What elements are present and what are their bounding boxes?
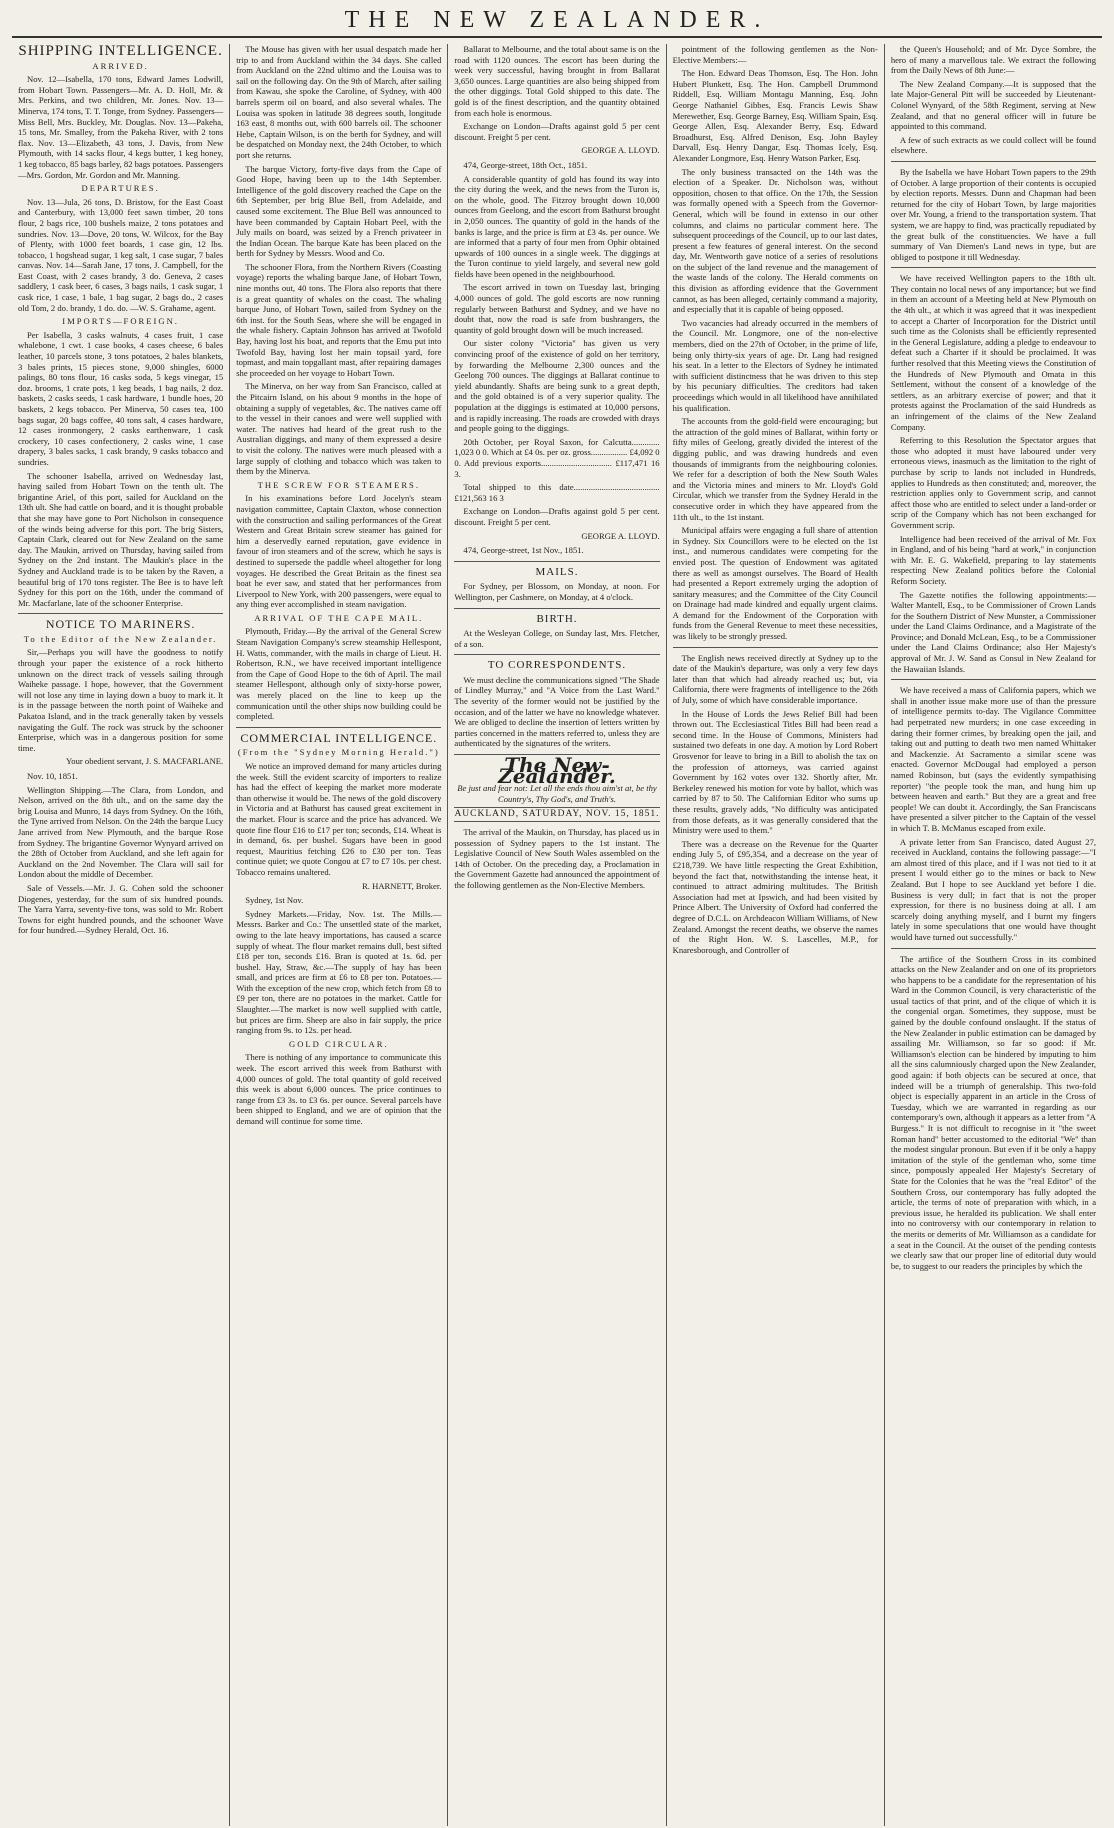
divider — [891, 948, 1096, 949]
sale-of-vessels: Sale of Vessels.—Mr. J. G. Cohen sold the schooner Diogenes, yesterday, for the sum of six hundred pounds. The Yarra Yarra, seventy-five tons, was sold to Mr. Robert Towns for eight hundred pounds, and the schooner Wave for four hundred.—Sydney Herald, Oct. 16. — [18, 882, 224, 936]
arrived-list: Nov. 12—Isabella, 170 tons, Edward James Lodwill, from Hobart Town. Passengers—Mr. A. D. Holl, Mr. & Mrs. Perkins, and two children, Mr. Jones. Nov. 13—Minerva, 174 tons, T. T. Tonge, from Sydney. Passengers—Miss Bell, Mrs. Buckley, Mr. Douglas. Nov. 13—Pakeha, 15 tons, Mr. Smalley, from the Pakeha River, with 2 tons flax. Nov. 13—Elizabeth, 43 tons, J. Davis, from New Plymouth, with 14 sacks flour, 4 kegs butter, 1 keg honey, 1 keg tobacco, 85 bags barley, 82 bags potatoes. Passengers—Mrs. Gordon, Mr. Gordon and Mr. Manning. — [18, 74, 224, 180]
masthead: THE NEW ZEALANDER. — [12, 6, 1102, 38]
paper-dateline: AUCKLAND, SATURDAY, NOV. 15, 1851. — [454, 807, 659, 822]
escort-text: The escort arrived in town on Tuesday last, bringing 4,000 ounces of gold. The gold escorts are now running regularly between Bathurst and Sydney, and we have no doubt that, now the road is safe from bushrangers, the quantity of gold brought down will be much increased. — [454, 282, 660, 335]
vacancies-text: Two vacancies had already occurred in the members of the Council. Mr. Longmore, one of the non-elective members, died on the 27th of October, in the prime of life, being only thirty-six years of age. Dr. Lang had resigned his seat. In a letter to the Electors of Sydney he intimated with sufficient distinctness that he was driven to this step by his pecuniary difficulties. The creditors had taken proceedings which would in all likelihood have annihilated his qualification. — [672, 317, 878, 413]
totals-sign: GEORGE A. LLOYD. — [581, 530, 660, 541]
gold-circular-heading: GOLD CIRCULAR. — [288, 1038, 389, 1049]
gold-field-text: The accounts from the gold-field were encouraging; but the attraction of the gold mines of Ballarat, within forty or fifty miles of Geelong, greatly divided the interest of the digging public, and was drawing hundreds and even thousands of immigrants from the neighbouring colonies. We refer for a description of both the New South Wales and the Victoria mines and miners to Mr. Lloyd's Gold Circular, which we transfer from the Sydney Herald in the consecutive order in which they have appeared from the 11th ult., to the 1st instant. — [672, 416, 878, 522]
english-news-text: The English news received directly at Sydney up to the date of the Maukin's departure, was only a very few days later than that which had already reached us; but, via California, there were fragments of intelligence to the 26th of July, some of which have considerable importance. — [672, 652, 878, 706]
extracts-text: A few of such extracts as we could collect will be found elsewhere. — [890, 134, 1097, 156]
mouse-text: The Mouse has given with her usual despatch made her trip to and from Auckland within the 34 days. She called from Auckland on the 22nd ultimo and the Louisa was to sail on the following day. On the 9th of March, after sailing from Kawau, she spoke the Caroline, of Sydney, with 400 barrels sperm oil on board, and also several whales. The Louisa was spoken in latitude 38 degrees south, longitude 163 east, 8 months out, with 600 barrels oil. The schooner Hebe, Captain Wilson, is on the berth for Sydney, and will be despatched on Monday next, the 24th October, to which port she returns. — [236, 44, 442, 160]
california-text: We have received a mass of California papers, which we shall in another issue make more use of than the pressure of intelligence permits to-day. The Vigilance Committee had perpetrated new murders; in one case exceeding in daring their former crimes, by breaking open the jail, and taking out and putting to death two men named Whittaker and Mackenzie. At Sacramento a similar scene was enacted. Governor McDougal had employed a person named Robinson, but (says the evidently sympathising reporter) "the people took the man, and hung him up between heaven and earth." But they are a great and free people! We can doubt it. Accordingly, the San Franciscans have presented a silver pitcher to the Captain of the vessel in which T. B. McManus escaped from exile. — [890, 685, 1097, 833]
notice-to: To the Editor of the New Zealander. — [23, 633, 218, 644]
notice-heading: NOTICE TO MARINERS. — [45, 617, 196, 632]
departures-label: DEPARTURES. — [81, 183, 160, 194]
divider — [673, 647, 878, 648]
gold-circular-text: There is nothing of any importance to communicate this week. The escort arrived this week from Bathurst with 4,000 ounces of gold. The total quantity of gold received this week is about 6,000 ounces. The price continues to range from £3 3s. to £3 6s. per ounce. Several parcels have been shipped to England, and we are of opinion that the demand will continue for some time. — [236, 1052, 442, 1126]
column-5 — [885, 44, 1102, 1826]
commercial-source: (From the "Sydney Morning Herald.") — [237, 747, 440, 758]
municipal-text: Municipal affairs were engaging a full share of attention in Sydney. Six Councillors were to be elected on the 1st inst., and numerous candidates were competing for the envied post. The question of Endowment was agitated there as well as amongst ourselves. The Board of Health had presented a Report extremely urging the adoption of sanitary measures; and the Committee of the City Council on Drainage had made kindred and equally urgent claims. A demand for the Endowment of the Corporation with funds from the General Revenue to meet these necessities, was likely to be strongly pressed. — [672, 525, 878, 642]
mails-heading: MAILS. — [535, 565, 579, 578]
column-4 — [667, 44, 885, 1826]
correspondents-heading: TO CORRESPONDENTS. — [487, 659, 627, 672]
revenue-text: There was a decrease on the Revenue for the Quarter ending July 5, of £95,354, and a decrease on the year of £218,739. We have little respecting the Great Exhibition, beyond the fact that, notwithstanding the intense heat, it continued to attract admiring multitudes. The British Association had met at Ipswich, and had been visited by Prince Albert. The University of Oxford had conferred the degree of D.C.L. on Archdeacon William Williams, of New Zealand. Amongst the recent deaths, we observe the names of the Right Hon. W. S. Lascelles, M.P., for Knaresborough, and Controller of — [672, 838, 878, 955]
imports-list: Per Isabella, 3 casks walnuts, 4 cases fruit, 1 case whalebone, 1 cwt. 1 case books, 4 cases cheese, 6 bales leather, 10 parcels stone, 3 tons potatoes, 2 bales blankets, 3 bales prints, 15 pieces stone, 9,000 shingles, 6000 palings, 80 tons flour, 16 casks soda, 5 kegs vinegar, 15 doz. brooms, 1 crate pots, 1 keg beads, 1 bag nails, 2 doz. baskets, 2 casks seeds, 1 cask hardware, 1 bundle hoes, 20 baskets, 2 kegs tobacco. Per Minerva, 50 cases tea, 100 bags sugar, 20 bags coffee, 40 tons salt, 4 cases hardware, 12 cases ironmongery, 2 casks earthenware, 1 cask crockery, 10 cases confectionery, 2 casks wine, 1 case drapery, 3 bales sacks, 1 cask brandy, 9 casks tobacco and sundries. — [18, 329, 224, 467]
screw-text: In his examinations before Lord Jocelyn's steam navigation committee, Captain Claxton, whose connection with the construction and sailing performances of the Great Western and Great Britain screw steamer has gained for him a deservedly earned reputation, gave evidence in favour of iron steamers and of the screw, which he says is destined to supersede the paddle wheel altogether for long voyages. He described the Great Britain as the finest sea boat he ever saw, and stated that her performances from Liverpool to New York, with 200 passengers, were equal to any thing ever accomplished in steam navigation. — [236, 493, 442, 610]
exchange-address: 474, George-street, 18th Oct., 1851. — [463, 159, 588, 170]
column-3 — [448, 44, 666, 1826]
shipping-heading: SHIPPING INTELLIGENCE. — [18, 44, 223, 59]
cape-heading: ARRIVAL OF THE CAPE MAIL. — [254, 612, 424, 623]
queens-household-text: the Queen's Household; and of Mr. Dyce Sombre, the hero of many a marvellous tale. We extract the following from the Daily News of 8th June:— — [890, 44, 1097, 76]
totals-text: 20th October, per Royal Saxon, for Calcutta............. 1,023 0 0. Which at £4 0s. per oz. gross................. £4,092 0 0. Add previous exports................................. £117,471 16 3. — [454, 436, 660, 479]
paper-motto: Be just and fear not: Let all the ends thou aim'st at, be thy Country's, Thy God's, and Truth's. — [457, 783, 657, 804]
isabella-papers-text: By the Isabella we have Hobart Town papers to the 29th of October. A large proportion of their contents is occupied by election reports. Messrs. Dunn and Chapman had been returned for the city of Hobart Town, by large majorities over Mr. Young, a friend to the transportation system. That system, we are happy to find, was practically repudiated by the great bulk of the constituencies. We have a full summary of Van Diemen's Land news in type, but are obliged to postpone it till Wednesday. — [890, 166, 1097, 262]
arrived-label: ARRIVED. — [92, 60, 149, 71]
spectator-text: Referring to this Resolution the Spectator argues that those who adopted it must have laboured under very erroneous views, inasmuch as the limitation to the right of purchase by scrip to lands not included in Hundreds, applies to Hundreds as then constituted; and, moreover, the restriction applies only to Government scrip, and cannot affect those who are entitled to select under a land-order or scrip of the Company which has not been exchanged for Government scrip. — [890, 435, 1097, 530]
lords-text: In the House of Lords the Jews Relief Bill had been thrown out. The Ecclesiastical Titles Bill had been read a second time. In the House of Commons, Ministers had sustained two defeats in one day. A motion by Lord Robert Grosvenor for leave to bring in a Bill to abolish the tax on the profession of attorneys, was carried against Government by 162 votes over 132. Shortly after, Mr. Berkeley renewed his motion for vote by ballot, which was carried by 87 to 50. The Californian Editor who sums up these results, gravely adds, "No difficulty was anticipated from those defeats, as it was generally considered that the Ministry were used to them." — [672, 708, 878, 836]
divider — [454, 608, 659, 609]
divider — [891, 679, 1096, 680]
schooner-text: The schooner Flora, from the Northern Rivers (Coasting voyage) reports the whaling barque Jane, of Hobart Town, nine months out, 40 tons. The Flora also reports that there is a great quantity of whales on the coast. The whaling barque Juno, of Hobart Town, sailed from Sydney on the 6th inst. for the South Seas, where she will be engaged in the whale fishery. Captain Johnson has arrived at Twofold Bay, having lost his boat, and reports that the Emu put into Twofold Bay, having lost her main topsail yard, fore topmast, and main topgallant mast, after repairing damages she proceeded on her voyage to Hobart Town. — [236, 261, 442, 378]
birth-text: At the Wesleyan College, on Sunday last, Mrs. Fletcher, of a son. — [454, 628, 660, 649]
divider — [454, 561, 659, 562]
divider — [454, 654, 659, 655]
notice-sign: Your obedient servant, J. S. MACFARLANE. — [65, 756, 224, 767]
council-text: The only business transacted on the 14th was the election of a Speaker. Dr. Nicholson was, without opposition, chosen to that office. On the 17th, the Session was formally opened with a Speech from the Governor-General, which will be found in extenso in our other columns, and claims no particular comment here. The subsequent proceedings of the Council, up to our last dates, present a few features of general interest. On the second day, Mr. Wentworth gave notice of a series of resolutions on the subject of the land revenue and the management of the waste lands of the colony. The Herald comments on this division as affording evidence that the Government cannot, as has been alleged, certainly command a majority, and especially that it is capable of being opposed. — [672, 166, 878, 315]
private-letter-text: A private letter from San Francisco, dated August 27, received in Auckland, contains the following passage:—"I am almost tired of this place, and if I was not tied to it at present I would either go to the mines or back to New Zealand. But I hope to see Auckland yet before I die. Business is very dull; in fact that is not the proper expression, for there is no business doing at all. I am scarcely doing anything myself, and I burnt my fingers lately in some speculations that one would have thought would have turned out successfully." — [890, 836, 1097, 942]
wellington-papers-text: We have received Wellington papers to the 18th ult. They contain no local news of any importance; but we find in them an account of a Meeting held at New Plymouth on the 4th ult., at which it was agreed that it was inexpedient to accept a Charter of Incorporation for the District until such time as the Colonists shall be efficiently represented in the General Legislature, adding a pledge to endeavour to defeat such a Charter if it should be proclaimed. It was further resolved that this Meeting views the Constitution of the Hundreds of New Plymouth and Omata in this Settlement, without the consent of a knowledge of the settlers, as an arbitrary exercise of power; and that it protests against the Proclamation of the said Hundreds as an infringement of the claims of the New Zealand Company. — [890, 273, 1097, 432]
commercial-heading: COMMERCIAL INTELLIGENCE. — [240, 730, 438, 745]
divider — [891, 267, 1096, 268]
wellington-shipping: Wellington Shipping.—The Clara, from London, and Nelson, arrived on the 8th ult., and on the same day the brig Louisa and Munro, 14 days from Sydney. On the 16th, the Tyne arrived from Nelson. On the 24th the barque Lucy Jane arrived from New Plymouth, and the barque Rose from Sydney. The brigantine Governor Wynyard arrived on the 28th of October from Auckland, and she left again for Auckland on the 2nd November. The Clara will sail for London about the middle of December. — [18, 784, 224, 880]
commercial-date: Sydney, 1st Nov. — [245, 895, 304, 906]
leader-text: The arrival of the Maukin, on Thursday, has placed us in possession of Sydney papers to the 1st instant. The Legislative Council of New South Wales assembled on the 14th of October. On the preceding day, a Proclamation in the Government Gazette had announced the appointment of the following gentlemen as the Non-Elective Members. — [454, 827, 660, 890]
totals-address: 474, George-street, 1st Nov., 1851. — [463, 545, 584, 556]
divider — [891, 161, 1096, 162]
notice-date: Nov. 10, 1851. — [27, 771, 78, 781]
columns — [12, 44, 1102, 1826]
diggings-text: A considerable quantity of gold has found its way into the city during the week, and the news from the Turon is, on the whole, good. The Fitzroy brought down 10,000 ounces from Geelong, and the escort from Bathurst brought in 2,050 ounces. The quantity of gold in the hands of the banks is large, and the price is firm at £3 4s. per ounce. We are informed that a party of four men from Ophir obtained upwards of 100 ounces in a single week. The diggings at the Turon continue to yield largely, and several new gold fields have been opened in the neighbourhood. — [454, 173, 660, 279]
screw-heading: THE SCREW FOR STEAMERS. — [257, 479, 420, 490]
notice-text: Sir,—Perhaps you will have the goodness to notify through your paper the existence of a rock hitherto unknown on the direct track of vessels sailing through Waiheke passage. I hope, however, that the Government will not lose any time in laying down a buoy to mark it. It is in the passage between the north point of Waiheke and Pakatoa Island, and in the track generally taken by vessels navigating the Gulf. The rock was struck by the schooner Enterprise, which was in a dangerous position for some time. — [18, 647, 224, 753]
divider — [236, 727, 441, 728]
minerva-text: The Minerva, on her way from San Francisco, called at the Pitcairn Island, on his about 9 months in the hope of obtaining a supply of vegetables, &c. The natives came off to the vessel in their canoes and were well supplied with water. The natives had heard of the great rush to the Australian diggings, and many of them expressed a desire to visit the colony. The natives were much pleased with a large supply of clothing and tobacco which was taken to them by the Minerva. — [236, 381, 442, 477]
gazette-text: The Gazette notifies the following appointments:—Walter Mantell, Esq., to be Commissioner of Crown Lands for the Southern District of New Munster, a Commissioner under the Land Claims Ordinance, and a Magistrate of the Province; and Donald McLean, Esq., to be a Commissioner under the Land Claims Ordinance; also Her Majesty's approval of Mr. J. W. Sand as Consul in New Zealand for the Hawaiian Islands. — [890, 589, 1097, 674]
departures-list: Nov. 13—Jula, 26 tons, D. Bristow, for the East Coast and Canterbury, with 13,000 feet sawn timber, 20 tons flour, 2 bags rice, 100 bushels maize, 2 tons potatoes and sundries. Nov. 13—Dove, 20 tons, W. Wilcox, for the Bay of Plenty, with 1000 feet boards, 1 case gin, 12 lbs. tobacco, 1 hogshead sugar, 1 keg salt, 1 case sugar, 7 bales canvas. Nov. 14—Sarah Jane, 17 tons, J. Campbell, for the East Coast, with 2 cases brandy, 3 do. Geneva, 2 cases saddlery, 1 cask beer, 6 cases, 3 bags nails, 1 cask sugar, 1 cask rice, 1 case, 1 bale, 1 bag sugar, 2 bags do., 2 cases old Tom, 2 do. brandy, 1 do. do. —W. S. Grahame, agent. — [18, 196, 224, 313]
totals-exchange: Exchange on London—Drafts against gold 5 per cent. discount. Freight 5 per cent. — [454, 506, 660, 527]
victoria-text: Our sister colony "Victoria" has given us very convincing proof of the existence of gold on her territory, by forwarding the Melbourne 2,300 ounces and the Geelong 700 ounces. The diggings at Ballarat continue to yield abundantly. Shafts are being sunk to a great depth, and the gold obtained is of a very superior quality. The population at the diggings is estimated at 10,000 persons, and is rapidly increasing. The roads are crowded with drays and people going to the diggings. — [454, 338, 660, 434]
ballarat-text: Ballarat to Melbourne, and the total about same is on the road with 1120 ounces. The escort has been during the week very successful, having brought in from Ballarat 3,650 ounces. Large quantities are also being shipped from the other diggings. Total Gold shipped to this date. The gold is of the finest description, and the quantity obtained from each hole is enormous. — [454, 44, 660, 118]
victory-text: The barque Victory, forty-five days from the Cape of Good Hope, having been up to the 14th September. Intelligence of the gold discovery reached the Cape on the 6th September, per brig Blue Bell, from Adelaide, and caused some excitement. The Blue Bell was announced to have been commanded by Captain Hobart Peel, with the July mails on board, was seized by a French privateer in the Indian Ocean. The barque Kate has been placed on the berth for Sydney by Messrs. Wood and Co. — [236, 163, 442, 259]
exchange-sign: GEORGE A. LLOYD. — [581, 145, 660, 156]
commercial-text: We notice an improved demand for many articles during the week. Still the evident scarcity of importers to realize has had the effect of keeping the market more moderate than otherwise it would be. The news of the gold discovery in Victoria and at Bathurst has caused great excitement in the market. Flour is scarce and the price has advanced. We quote fine flour £16 to £17 per ton; seconds, £14. Wheat is in demand, 6s. per bushel. Sugars have been in good request, Mauritius fetching £26 to £30 per ton. Teas continue quiet; we quote Congou at £7 to £7 10s. per chest. Tobacco remains unaltered. — [236, 761, 442, 877]
members-list: The Hon. Edward Deas Thomson, Esq. The Hon. John Hubert Plunkett, Esq. The Hon. Campbell Drummond Riddell, Esq. William Montagu Manning, Esq. John George Nathaniel Gibbes, Esq. Francis Lewis Shaw Merewether, Esq. George Barney, Esq. William Spain, Esq. George Allen, Esq. Alexander Berry, Esq. Edward Broadhurst, Esq. Alfred Denison, Esq. John Bayley Darvall, Esq. Henry Dangar, Esq. Thomas Icely, Esq. Alexander Longmore, Esq. Henry Watson Parker, Esq. — [672, 68, 878, 163]
imports-label: IMPORTS—FOREIGN. — [62, 316, 179, 327]
paper-title: The New-Zealander. — [498, 753, 616, 788]
column-1 — [12, 44, 230, 1826]
fox-text: Intelligence had been received of the arrival of Mr. Fox in England, and of his being "hard at work," in conjunction with Mr. E. G. Wakefield, preparing to lay statements respecting New Zealand politics before the Colonial Reform Society. — [890, 533, 1097, 586]
mails-text: For Sydney, per Blossom, on Monday, at noon. For Wellington, per Cashmere, on Monday, at 4 o'clock. — [454, 581, 660, 602]
markets-text: Sydney Markets.—Friday, Nov. 1st. The Mills.—Messrs. Barker and Co.: The unsettled state of the market, owing to the late heavy importations, has caused a scarce supply of wheat. The flour market remains dull, best sifted £18 per ton, seconds £16. Bran is quoted at 1s. 6d. per bushel. Hay, Straw, &c.—The supply of hay has been small, and prices are firm at £6 to £8 per ton. Potatoes.—With the exception of the new crop, which fetch from £8 to £9 per ton, there are no potatoes in the market. Cattle for Slaughter.—The market is now well supplied with cattle, but prices are firm. Sheep are also in fair supply, the price ranging from 9s. to 12s. per head. — [236, 908, 442, 1036]
totals-total: Total shipped to this date........................................ £121,563 16 3 — [454, 482, 660, 503]
divider — [18, 613, 223, 614]
column-2 — [230, 44, 448, 1826]
birth-heading: BIRTH. — [536, 612, 578, 625]
arrivals-text: The schooner Isabella, arrived on Wednesday last, having sailed from Hobart Town on the tenth ult. The brigantine Ariel, of this port, sailed for Auckland on the 13th ult. She had cattle on board, and it is thought probable that she may have gone to Port Nicholson in consequence of the winds being adverse for this port. The brig Sisters, Captain Clark, cleared out for New Zealand on the same day. The Maukin, arrived on Thursday, having sailed from Sydney on the 2nd instant. The Maukin's place in the Sydney and Auckland trade is to be taken by the Raven, a beautiful brig of 170 tons register. The Bee is to have left Sydney for this port on the 16th, under the command of Mr. Macfarlane, late of the schooner Enterprise. — [18, 470, 224, 608]
members-intro: pointment of the following gentlemen as the Non-Elective Members:— — [672, 44, 878, 65]
correspondents-text: We must decline the communications signed "The Shade of Lindley Murray," and "A Voice from the Last Ward." The severity of the former would not be justified by the occasion, and of the latter we have no knowledge whatever. We are obliged to decline the insertion of letters written by parties concerned in the matters referred to, unless they are authenticated by the signatures of the writers. — [454, 674, 660, 749]
commercial-sign: R. HARNETT, Broker. — [362, 880, 442, 891]
southern-cross-text: The artifice of the Southern Cross in its combined attacks on the New Zealander and on one of its proprietors who happens to be a candidate for the representation of his Ward in the Common Council, is very characteristic of the usual tactics of that print, and of the clique of which it is the congenial organ. Sometimes, they suppose, must be gained by the double confound onslaught. If the status of the New Zealander in public estimation can be damaged by assailing Mr. Williamson, so far so good: if Mr. Williamson's election can be hindered by imputing to him all the sins calumniously charged upon the New Zealander, good again: if both objects can be secured at once, that indeed will be a triumph of generalship. This two-fold object is especially apparent in an article in the Cross of Tuesday, which we are warranted in regarding as our contemporary's own, although it appears as a letter from "A Burgess." It is not difficult to recognise in it "the sweet Roman hand" better accustomed to the editorial "We" than the modest singular pronoun. But even if it be only a happy imitation of the style of the gentleman who, some time since, pompously appealed Her Majesty's Secretary of State for the Colonies that he was the "real Editor" of the Southern Cross, our contemporary has fully adopted the article, the terms of note of preparation with which, in a previous issue, he heralded its publication. We shall enter into no controversy with our contemporary in relation to the merits or demerits of Mr. Williamson as a candidate for a seat in the Council. At the outset of the pending contests we clearly saw that our proper line of editorial duty would be, to suggest to our readers the principles by which the — [890, 953, 1097, 1271]
exchange-text: Exchange on London—Drafts against gold 5 per cent discount. Freight 5 per cent. — [454, 121, 660, 142]
wynyard-text: The New Zealand Company.—It is supposed that the late Major-General Pitt will be succeeded by Lieutenant-Colonel Wynyard, of the 58th Regiment, serving at New Zealand, and that no general officer will in future be appointed to this command. — [890, 78, 1097, 132]
cape-text: Plymouth, Friday.—By the arrival of the General Screw Steam Navigation Company's screw steamship Hellespont, H. Watts, commander, with the mails in charge of Lieut. H. Robertson, R.N., we have received important intelligence from the Cape of Good Hope to the 6th of April. The mail steamer Hellespont, although only of sixty-horse power, was merely placed on the line to keep up the communication until the other ships now building could be completed. — [236, 626, 442, 722]
